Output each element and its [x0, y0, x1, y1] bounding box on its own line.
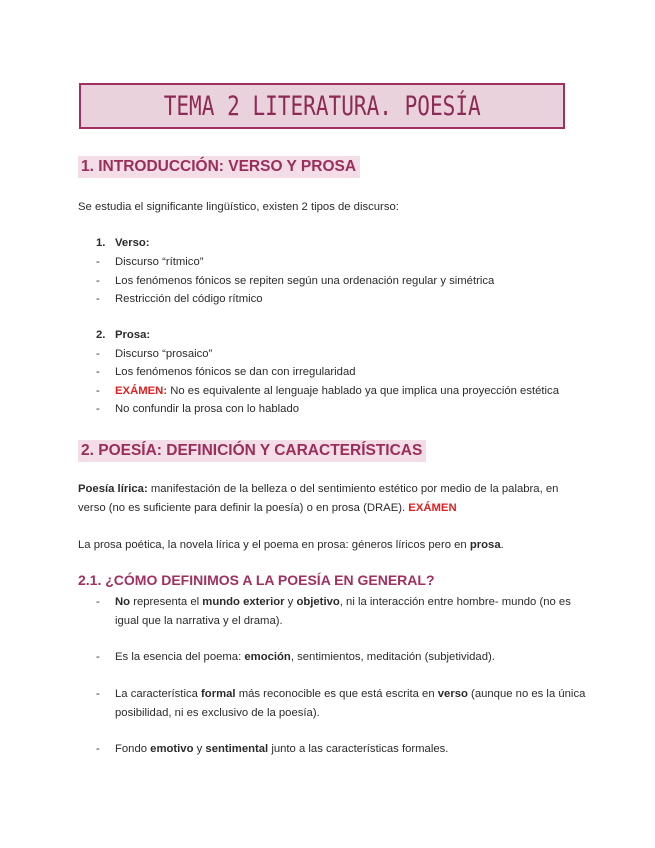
verso-item: Los fenómenos fónicos se repiten según una ordenación regular y simétrica — [115, 275, 495, 287]
prosa-label: Prosa: — [115, 329, 151, 341]
verso-item: Restricción del código rítmico — [115, 293, 263, 305]
text: Fondo — [115, 743, 151, 755]
dash-bullet: - — [96, 688, 100, 700]
text: y — [193, 743, 206, 755]
list-item — [96, 272, 494, 291]
verso-item: Discurso “rítmico” — [115, 256, 204, 268]
list-item — [96, 740, 596, 759]
list-item — [96, 400, 299, 419]
page-title: TEMA 2 LITERATURA. POESÍA — [163, 90, 481, 122]
dash-bullet: - — [96, 275, 100, 287]
text: Es la esencia del poema: — [115, 651, 245, 663]
dash-bullet: - — [96, 366, 100, 378]
dash-bullet: - — [96, 385, 100, 397]
definition-exam: EXÁMEN — [408, 502, 457, 514]
list-item — [96, 253, 204, 272]
section-1-heading: 1. INTRODUCCIÓN: VERSO Y PROSA — [78, 156, 360, 178]
prosa-number: 2. — [96, 329, 106, 341]
dash-bullet: - — [96, 743, 100, 755]
dash-bullet: - — [96, 596, 100, 608]
exam-label: EXÁMEN: — [115, 385, 168, 397]
text-bold: objetivo — [296, 596, 340, 608]
genres-end: . — [500, 539, 504, 551]
prosa-heading — [96, 326, 150, 345]
section-2-heading: 2. POESÍA: DEFINICIÓN Y CARACTERÍSTICAS — [78, 440, 426, 462]
verso-heading — [96, 234, 150, 253]
dash-bullet: - — [96, 651, 100, 663]
verso-label: Verso: — [115, 237, 150, 249]
text-bold: sentimental — [205, 743, 269, 755]
subsection-heading: 2.1. ¿CÓMO DEFINIMOS A LA POESÍA EN GENERAL? — [78, 572, 435, 588]
definition-text: manifestación de la belleza o del sentimiento estético por medio de la palabra, en verso (no es suficiente para definir la poesía) o en prosa (DRAE). — [78, 483, 559, 514]
dash-bullet: - — [96, 256, 100, 268]
text: y — [284, 596, 297, 608]
text: representa el — [130, 596, 203, 608]
text-bold: verso — [437, 688, 468, 700]
text: , ni la interacción entre hombre- mundo (no es igual que la narrativa y el drama). — [115, 596, 571, 627]
text: más reconocible es que está escrita en — [235, 688, 438, 700]
text-bold: emotivo — [150, 743, 194, 755]
text: junto a las características formales. — [268, 743, 449, 755]
verso-number: 1. — [96, 237, 106, 249]
list-item — [96, 648, 596, 667]
list-item — [96, 593, 596, 631]
list-item — [96, 290, 263, 309]
text-bold: No — [115, 596, 131, 608]
prosa-item: Los fenómenos fónicos se dan con irregularidad — [115, 366, 356, 378]
genres-bold: prosa — [469, 539, 501, 551]
dash-bullet: - — [96, 293, 100, 305]
definition-paragraph — [78, 480, 578, 518]
definition-term: Poesía lírica: — [78, 483, 148, 495]
text-bold: emoción — [244, 651, 291, 663]
prosa-item: Discurso “prosaico” — [115, 348, 213, 360]
section-1-intro: Se estudia el significante lingüístico, existen 2 tipos de discurso: — [78, 201, 399, 213]
list-item — [96, 363, 356, 382]
list-item — [96, 382, 559, 401]
dash-bullet: - — [96, 348, 100, 360]
text: (aunque no es la única posibilidad, ni es exclusivo de la poesía). — [115, 688, 586, 719]
dash-bullet: - — [96, 403, 100, 415]
text: La característica — [115, 688, 202, 700]
prosa-item: No confundir la prosa con lo hablado — [115, 403, 300, 415]
title-box — [79, 83, 565, 129]
genres-paragraph — [78, 536, 504, 555]
genres-text: La prosa poética, la novela lírica y el poema en prosa: géneros líricos pero en — [78, 539, 470, 551]
text-bold: formal — [201, 688, 236, 700]
text: , sentimientos, meditación (subjetividad). — [290, 651, 495, 663]
list-item — [96, 345, 212, 364]
exam-text: No es equivalente al lenguaje hablado ya que implica una proyección estética — [167, 385, 559, 397]
text-bold: mundo exterior — [202, 596, 285, 608]
list-item — [96, 685, 596, 723]
